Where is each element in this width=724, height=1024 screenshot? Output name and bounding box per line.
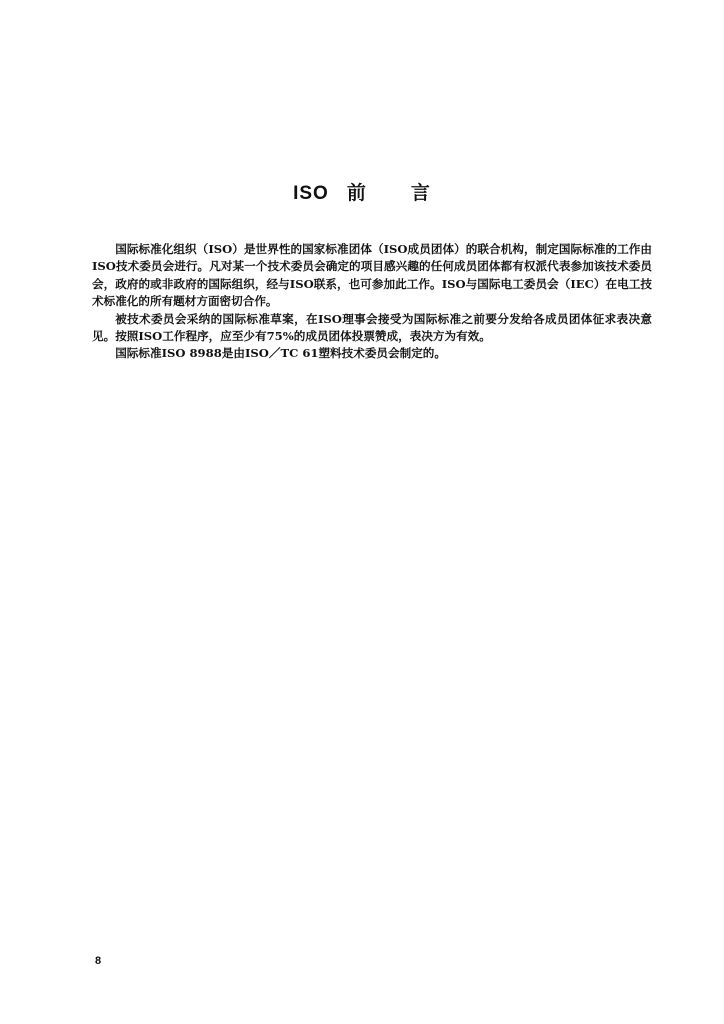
foreword-body: [92, 241, 652, 363]
paragraph: 国际标准ISO 8988是由ISO／TC 61塑料技术委员会制定的。: [115, 346, 446, 361]
page-title: [0, 178, 724, 205]
title-word-1: 前: [346, 182, 367, 204]
page-number: 8: [95, 955, 102, 967]
paragraph: 国际标准化组织（ISO）是世界性的国家标准团体（ISO成员团体）的联合机构，制定国际标准的工作由ISO技术委员会进行。凡对某一个技术委员会确定的项目感兴趣的任何成员团体都有权派代表参加该技术委员会，政府的或非政府的国际组织，经与ISO联系，也可参加此工作。ISO与国际电工委员会（IEC）在电工技术标准化的所有题材方面密切合作。: [92, 242, 652, 309]
title-word-2: 言: [410, 182, 431, 204]
paragraph: 被技术委员会采纳的国际标准草案，在ISO理事会接受为国际标准之前要分发给各成员团体征求表决意见。按照ISO工作程序，应至少有75%的成员团体投票赞成，表决方为有效。: [92, 311, 652, 344]
title-latin: ISO: [293, 183, 329, 204]
